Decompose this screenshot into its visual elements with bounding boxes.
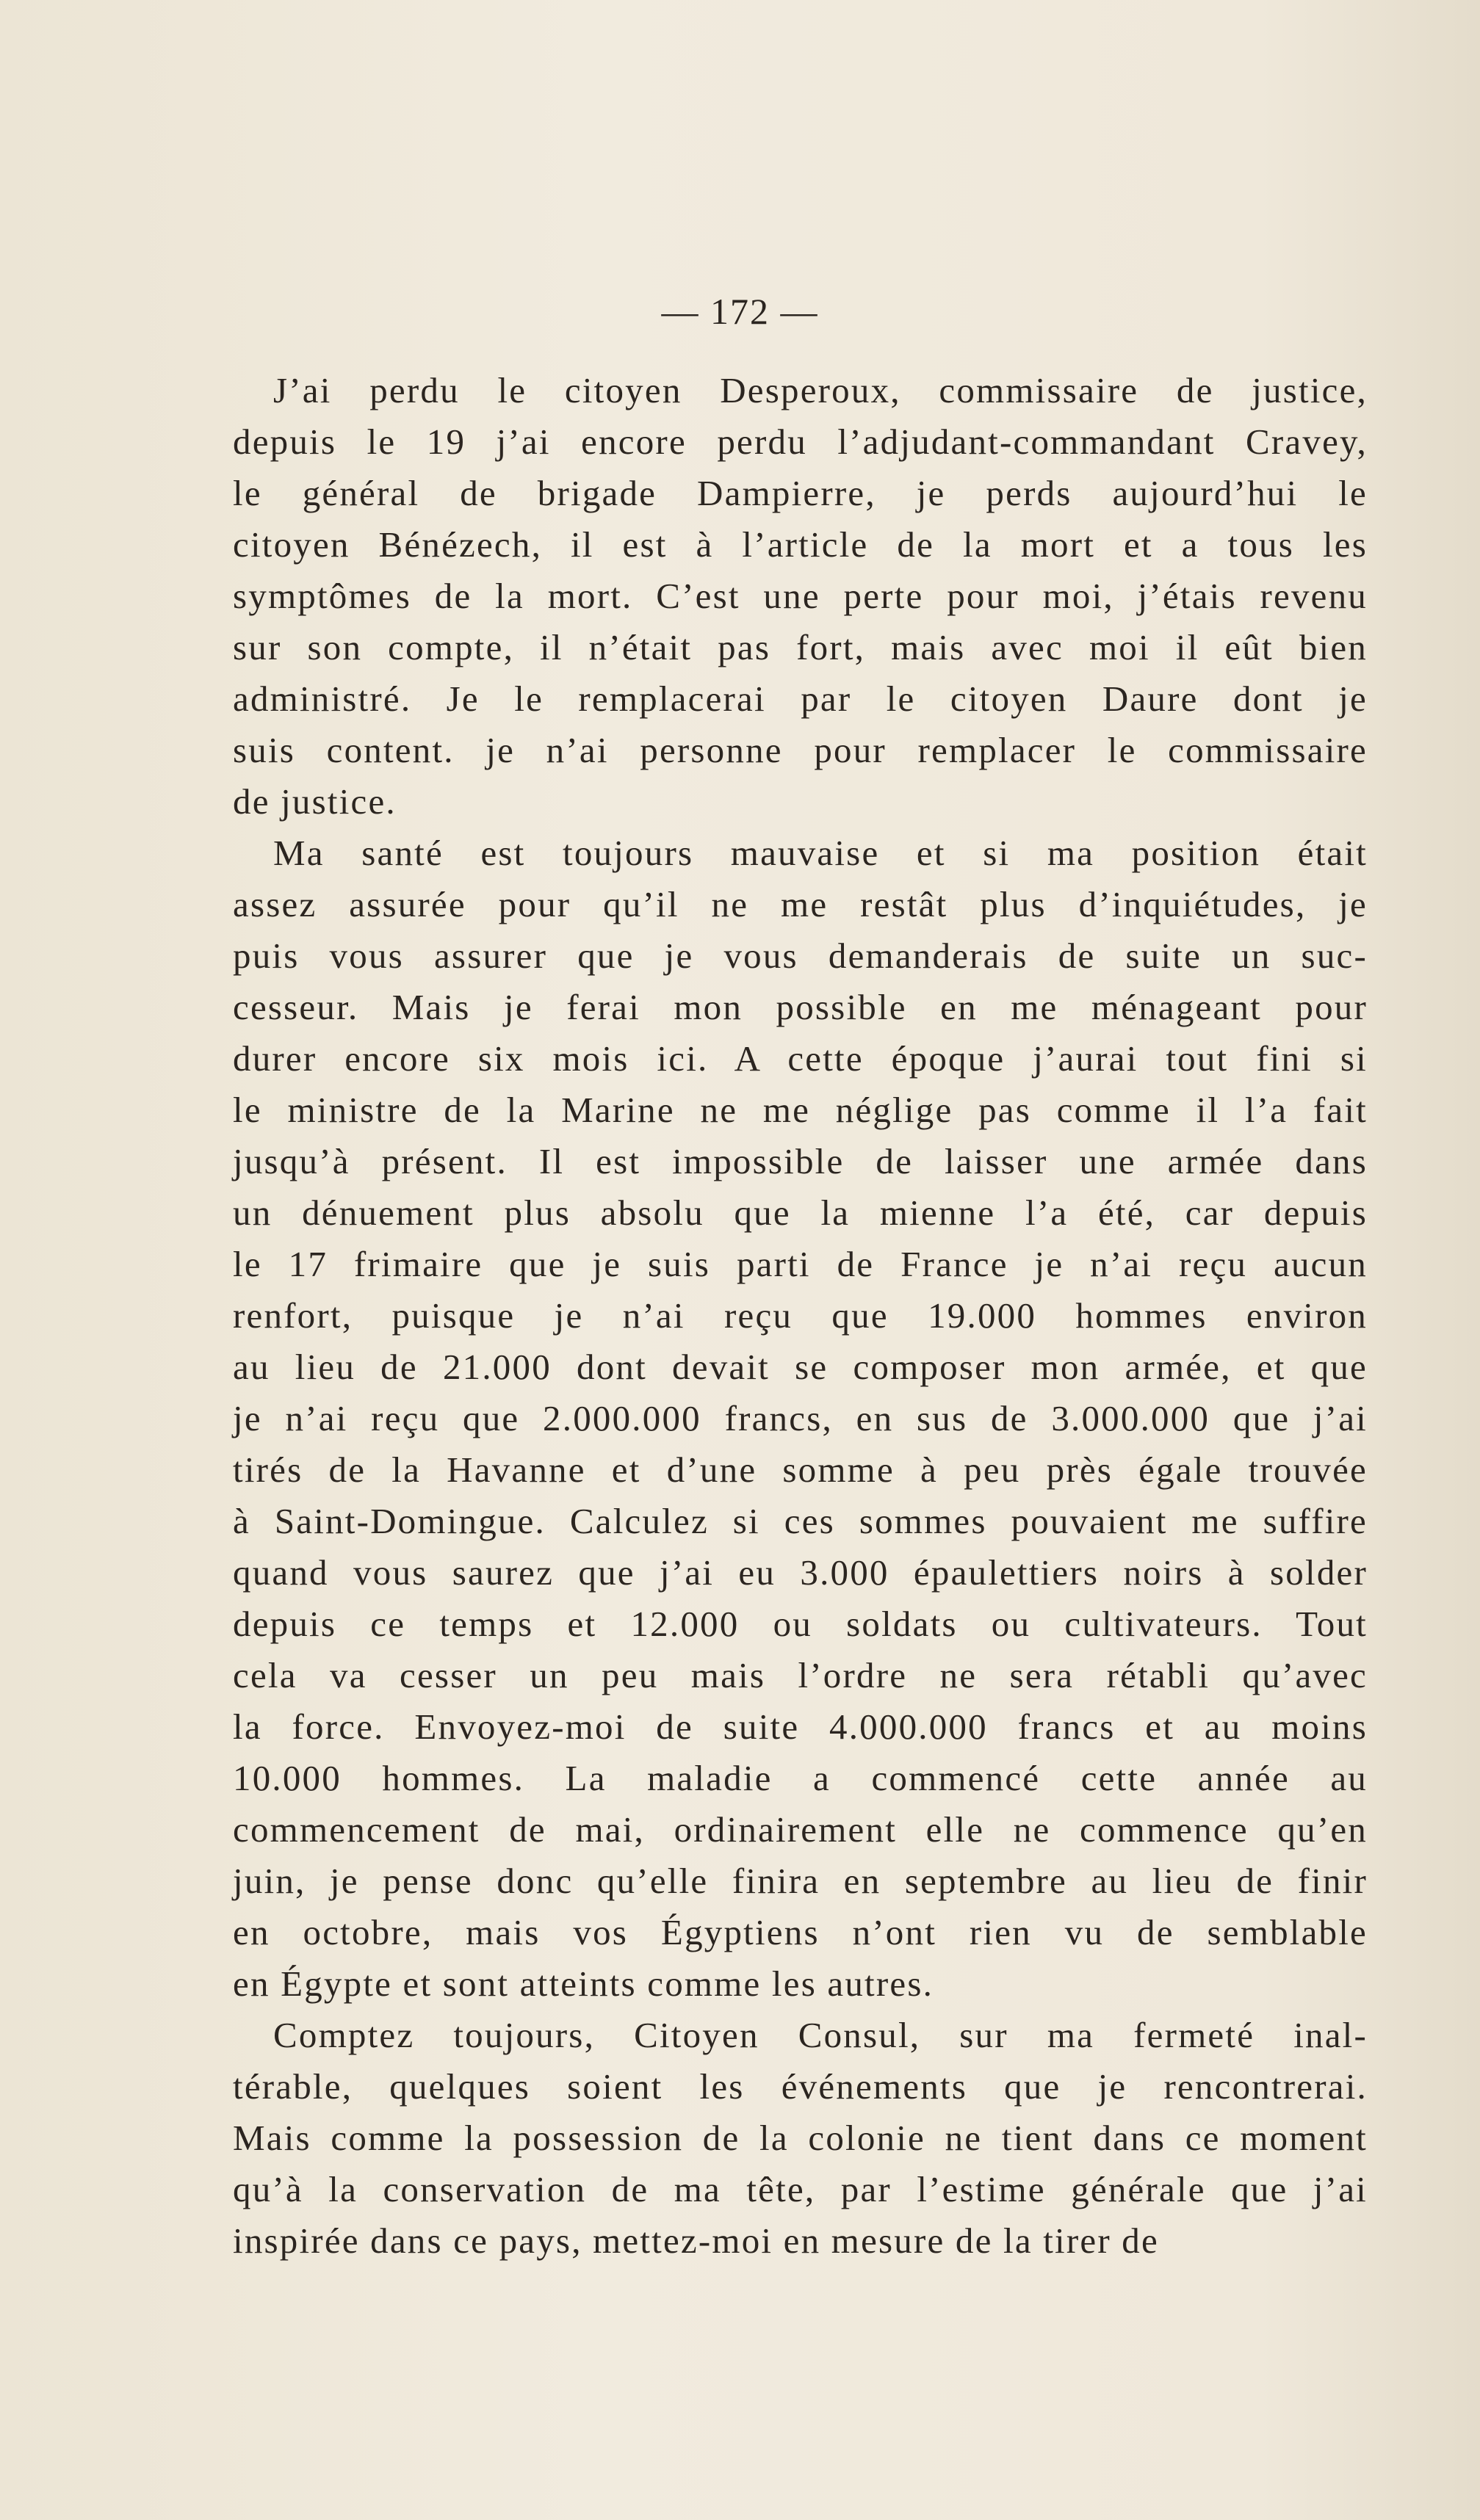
text-line — [233, 776, 1368, 828]
text-line-content: qu’à la conservation de ma tête, par l’estime générale que j’ai — [233, 2169, 1368, 2209]
text-line-content: citoyen Bénézech, il est à l’article de la mort et a tous les — [233, 524, 1368, 565]
text-line-content: Comptez toujours, Citoyen Consul, sur ma fermeté inal- — [273, 2015, 1368, 2055]
text-line — [233, 930, 1368, 982]
text-line-content: cesseur. Mais je ferai mon possible en me ménageant pour — [233, 987, 1368, 1027]
text-line — [233, 879, 1368, 930]
text-line — [233, 1239, 1368, 1290]
text-line — [233, 365, 1368, 416]
text-line — [233, 468, 1368, 519]
text-line-content: depuis ce temps et 12.000 ou soldats ou cultivateurs. Tout — [233, 1604, 1368, 1644]
text-line-content: Mais comme la possession de la colonie ne tient dans ce moment — [233, 2118, 1368, 2158]
text-line-content: assez assurée pour qu’il ne me restât plus d’inquiétudes, je — [233, 884, 1368, 924]
text-line — [233, 622, 1368, 673]
text-line — [233, 1033, 1368, 1085]
text-line-content: renfort, puisque je n’ai reçu que 19.000 hommes environ — [233, 1295, 1368, 1336]
text-line-content: symptômes de la mort. C’est une perte pour moi, j’étais revenu — [233, 576, 1368, 616]
text-line — [233, 2061, 1368, 2112]
text-line — [233, 1290, 1368, 1342]
text-line-content: sur son compte, il n’était pas fort, mais avec moi il eût bien — [233, 627, 1368, 667]
text-line-content: le 17 frimaire que je suis parti de France je n’ai reçu aucun — [233, 1244, 1368, 1284]
text-line-content: un dénuement plus absolu que la mienne l’a été, car depuis — [233, 1192, 1368, 1233]
text-line — [233, 1907, 1368, 1958]
text-line — [233, 1804, 1368, 1855]
text-line-content: de justice. — [233, 781, 397, 822]
text-line — [233, 1496, 1368, 1547]
text-line — [233, 519, 1368, 571]
text-line — [233, 1547, 1368, 1598]
text-line — [233, 1958, 1368, 2010]
text-line — [233, 2112, 1368, 2164]
text-line-content: durer encore six mois ici. A cette époque j’aurai tout fini si — [233, 1038, 1368, 1079]
text-line — [233, 571, 1368, 622]
text-line — [233, 673, 1368, 725]
text-line-content: commencement de mai, ordinairement elle ne commence qu’en — [233, 1809, 1368, 1850]
text-line-content: le général de brigade Dampierre, je perds aujourd’hui le — [233, 473, 1368, 513]
text-line — [233, 1598, 1368, 1650]
text-line-content: juin, je pense donc qu’elle finira en septembre au lieu de finir — [233, 1861, 1368, 1901]
text-line-content: quand vous saurez que j’ai eu 3.000 épaulettiers noirs à solder — [233, 1552, 1368, 1593]
text-line — [233, 982, 1368, 1033]
text-line — [233, 1342, 1368, 1393]
text-line — [233, 1085, 1368, 1136]
text-line — [233, 416, 1368, 468]
text-line-content: le ministre de la Marine ne me néglige pas comme il l’a fait — [233, 1090, 1368, 1130]
text-line-content: au lieu de 21.000 dont devait se composer mon armée, et que — [233, 1347, 1368, 1387]
text-line — [233, 1701, 1368, 1753]
text-line-content: à Saint-Domingue. Calculez si ces sommes pouvaient me suffire — [233, 1501, 1368, 1541]
text-line — [233, 828, 1368, 879]
text-line-content: en Égypte et sont atteints comme les autres. — [233, 1963, 934, 2004]
text-line — [233, 1187, 1368, 1239]
text-line — [233, 1136, 1368, 1187]
text-line-content: je n’ai reçu que 2.000.000 francs, en sus de 3.000.000 que j’ai — [233, 1398, 1368, 1438]
text-line — [233, 1855, 1368, 1907]
text-line — [233, 2010, 1368, 2061]
text-line — [233, 1393, 1368, 1444]
text-line-content: 10.000 hommes. La maladie a commencé cette année au — [233, 1758, 1368, 1798]
text-line-content: puis vous assurer que je vous demanderais de suite un suc- — [233, 935, 1368, 976]
text-line-content: jusqu’à présent. Il est impossible de laisser une armée dans — [233, 1141, 1368, 1181]
text-line-content: depuis le 19 j’ai encore perdu l’adjudant-commandant Cravey, — [233, 421, 1368, 462]
page-number: — 172 — — [661, 291, 819, 332]
text-line — [233, 2164, 1368, 2215]
text-line — [233, 2215, 1368, 2267]
text-line-content: inspirée dans ce pays, mettez-moi en mesure de la tirer de — [233, 2220, 1159, 2261]
text-line-content: suis content. je n’ai personne pour remplacer le commissaire — [233, 730, 1368, 770]
text-line — [233, 1650, 1368, 1701]
text-line — [233, 1444, 1368, 1496]
text-line-content: tirés de la Havanne et d’une somme à peu près égale trouvée — [233, 1449, 1368, 1490]
text-line — [233, 725, 1368, 776]
text-line-content: la force. Envoyez-moi de suite 4.000.000 francs et au moins — [233, 1706, 1368, 1747]
body-text — [233, 365, 1368, 2267]
text-line-content: térable, quelques soient les événements que je rencontrerai. — [233, 2066, 1368, 2107]
text-line-content: J’ai perdu le citoyen Desperoux, commissaire de justice, — [273, 370, 1368, 410]
text-line-content: en octobre, mais vos Égyptiens n’ont rien vu de semblable — [233, 1912, 1368, 1952]
text-line-content: Ma santé est toujours mauvaise et si ma position était — [273, 833, 1368, 873]
text-line-content: cela va cesser un peu mais l’ordre ne sera rétabli qu’avec — [233, 1655, 1368, 1695]
text-line-content: administré. Je le remplacerai par le citoyen Daure dont je — [233, 678, 1368, 719]
text-line — [233, 1753, 1368, 1804]
